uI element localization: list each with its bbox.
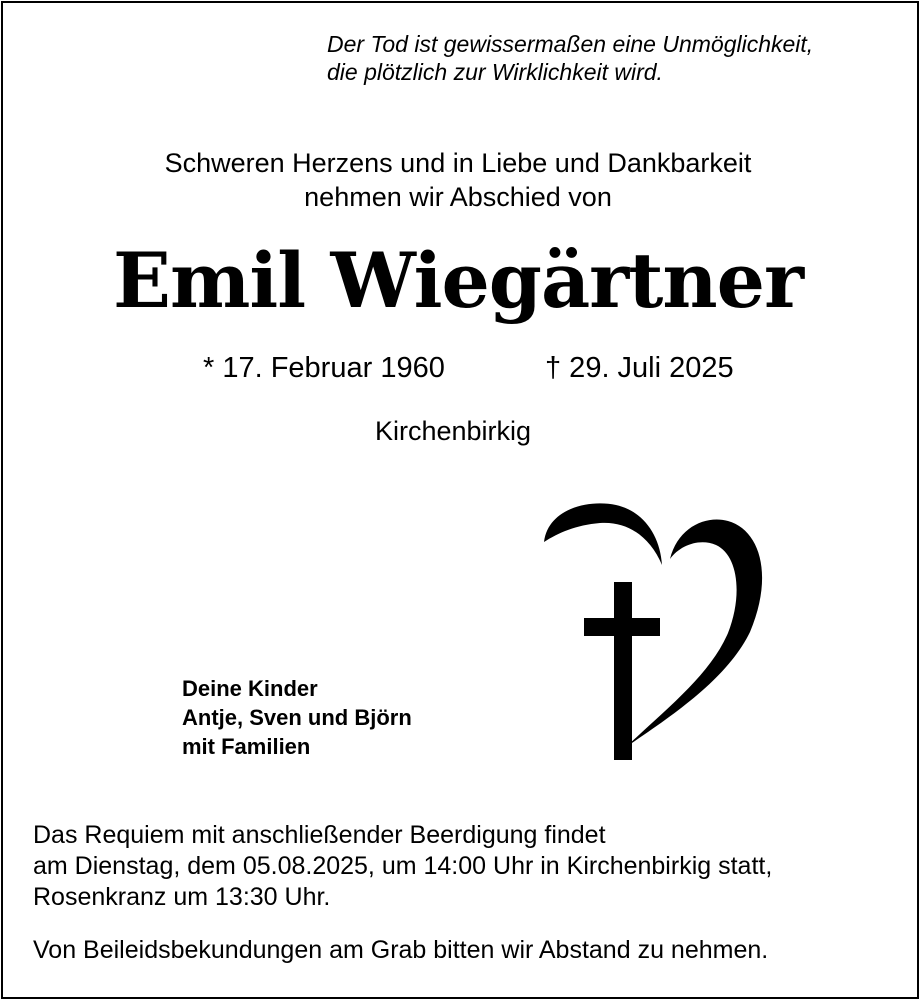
mourners-line-2: Antje, Sven und Björn — [182, 705, 412, 730]
intro-text — [0, 146, 916, 214]
funeral-line-1: Das Requiem mit anschließender Beerdigung findet — [33, 821, 606, 849]
deceased-name: Emil Wiegärtner — [113, 236, 803, 325]
place-name: Kirchenbirkig — [374, 416, 532, 446]
heart-left-lobe — [544, 503, 662, 565]
epigraph-quote — [327, 30, 813, 86]
cross-vertical — [614, 582, 632, 760]
mourners-line-3: mit Familien — [182, 734, 311, 759]
funeral-info — [33, 820, 772, 913]
cross-horizontal — [584, 618, 660, 636]
condolence-note: Von Beileidsbekundungen am Grab bitten wir Abstand zu nehmen. — [33, 936, 769, 964]
quote-line-2: die plötzlich zur Wirklichkeit wird. — [327, 59, 663, 85]
intro-line-2: nehmen wir Abschied von — [304, 182, 612, 212]
quote-line-1: Der Tod ist gewissermaßen eine Unmöglichkeit, — [327, 31, 814, 57]
birth-date: * 17. Februar 1960 — [203, 352, 445, 384]
funeral-line-2: am Dienstag, dem 05.08.2025, um 14:00 Uhr in Kirchenbirkig statt, — [33, 852, 773, 880]
mourners-line-1: Deine Kinder — [182, 676, 318, 701]
funeral-line-3: Rosenkranz um 13:30 Uhr. — [33, 883, 331, 911]
mourners-block — [182, 674, 412, 761]
heart-cross-icon — [538, 497, 770, 762]
death-date: † 29. Juli 2025 — [545, 352, 734, 384]
intro-line-1: Schweren Herzens und in Liebe und Dankbarkeit — [164, 148, 752, 178]
